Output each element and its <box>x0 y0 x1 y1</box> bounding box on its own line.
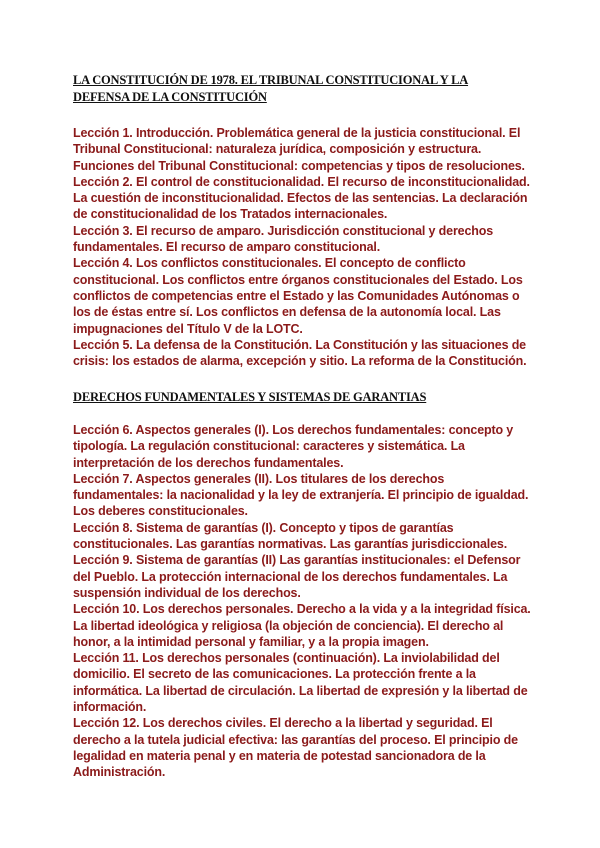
lesson-10: Lección 10. Los derechos personales. Derecho a la vida y a la integridad física. La libertad ideológica y religiosa (la objeción de conciencia). El derecho al honor, a la intimidad personal y familiar, y a la propia imagen. <box>73 602 531 649</box>
lesson-1: Lección 1. Introducción. Problemática general de la justicia constitucional. El Tribunal Constitucional: naturaleza jurídica, composición y estructura. Funciones del Tribunal Constitucional: competencias y tipos de resoluciones. <box>73 126 525 173</box>
document-page <box>73 72 533 780</box>
lesson-12: Lección 12. Los derechos civiles. El derecho a la libertad y seguridad. El derecho a la tutela judicial efectiva: las garantías del proceso. El principio de legalidad en materia penal y en materia de potestad sancionadora de la Administración. <box>73 716 518 780</box>
lesson-4: Lección 4. Los conflictos constitucionales. El concepto de conflicto constitucional. Los conflictos entre órganos constitucionales del Estado. Los conflictos de competencias entre el Estado y las Comunidades Autónomas o los de éstas entre sí. Los conflictos en defensa de la autonomía local. Las impugnaciones del Título V de la LOTC. <box>73 256 523 336</box>
lesson-list-rights <box>73 422 533 781</box>
lesson-5: Lección 5. La defensa de la Constitución. La Constitución y las situaciones de crisis: los estados de alarma, excepción y sitio. La reforma de la Constitución. <box>73 337 527 369</box>
lesson-2: Lección 2. El control de constitucionalidad. El recurso de inconstitucionalidad. La cuestión de inconstitucionalidad. Efectos de las sentencias. La declaración de constitucionalidad de los Tratados internacionales. <box>73 174 530 222</box>
lesson-7: Lección 7. Aspectos generales (II). Los titulares de los derechos fundamentales: la nacionalidad y la ley de extranjería. El principio de igualdad. Los deberes constitucionales. <box>73 471 529 519</box>
lesson-8: Lección 8. Sistema de garantías (I). Concepto y tipos de garantías constitucionales. Las garantías normativas. Las garantías jurisdiccionales. <box>73 520 508 552</box>
lesson-11: Lección 11. Los derechos personales (continuación). La inviolabilidad del domicilio. El secreto de las comunicaciones. La protección frente a la informática. La libertad de circulación. La libertad de expresión y la libertad de información. <box>73 651 528 714</box>
section-heading-rights: DERECHOS FUNDAMENTALES Y SISTEMAS DE GARANTIAS <box>73 390 427 405</box>
lesson-list-constitution <box>73 125 533 369</box>
lesson-9: Lección 9. Sistema de garantías (II) Las garantías institucionales: el Defensor del Pueblo. La protección internacional de los derechos fundamentales. La suspensión individual de los derechos. <box>73 553 521 600</box>
section-heading-constitution: LA CONSTITUCIÓN DE 1978. EL TRIBUNAL CONSTITUCIONAL Y LA DEFENSA DE LA CONSTITUCIÓN <box>73 73 469 104</box>
lesson-3: Lección 3. El recurso de amparo. Jurisdicción constitucional y derechos fundamentales. El recurso de amparo constitucional. <box>73 223 494 255</box>
lesson-6: Lección 6. Aspectos generales (I). Los derechos fundamentales: concepto y tipología. La regulación constitucional: caracteres y sistemática. La interpretación de los derechos fundamentales. <box>73 422 514 470</box>
